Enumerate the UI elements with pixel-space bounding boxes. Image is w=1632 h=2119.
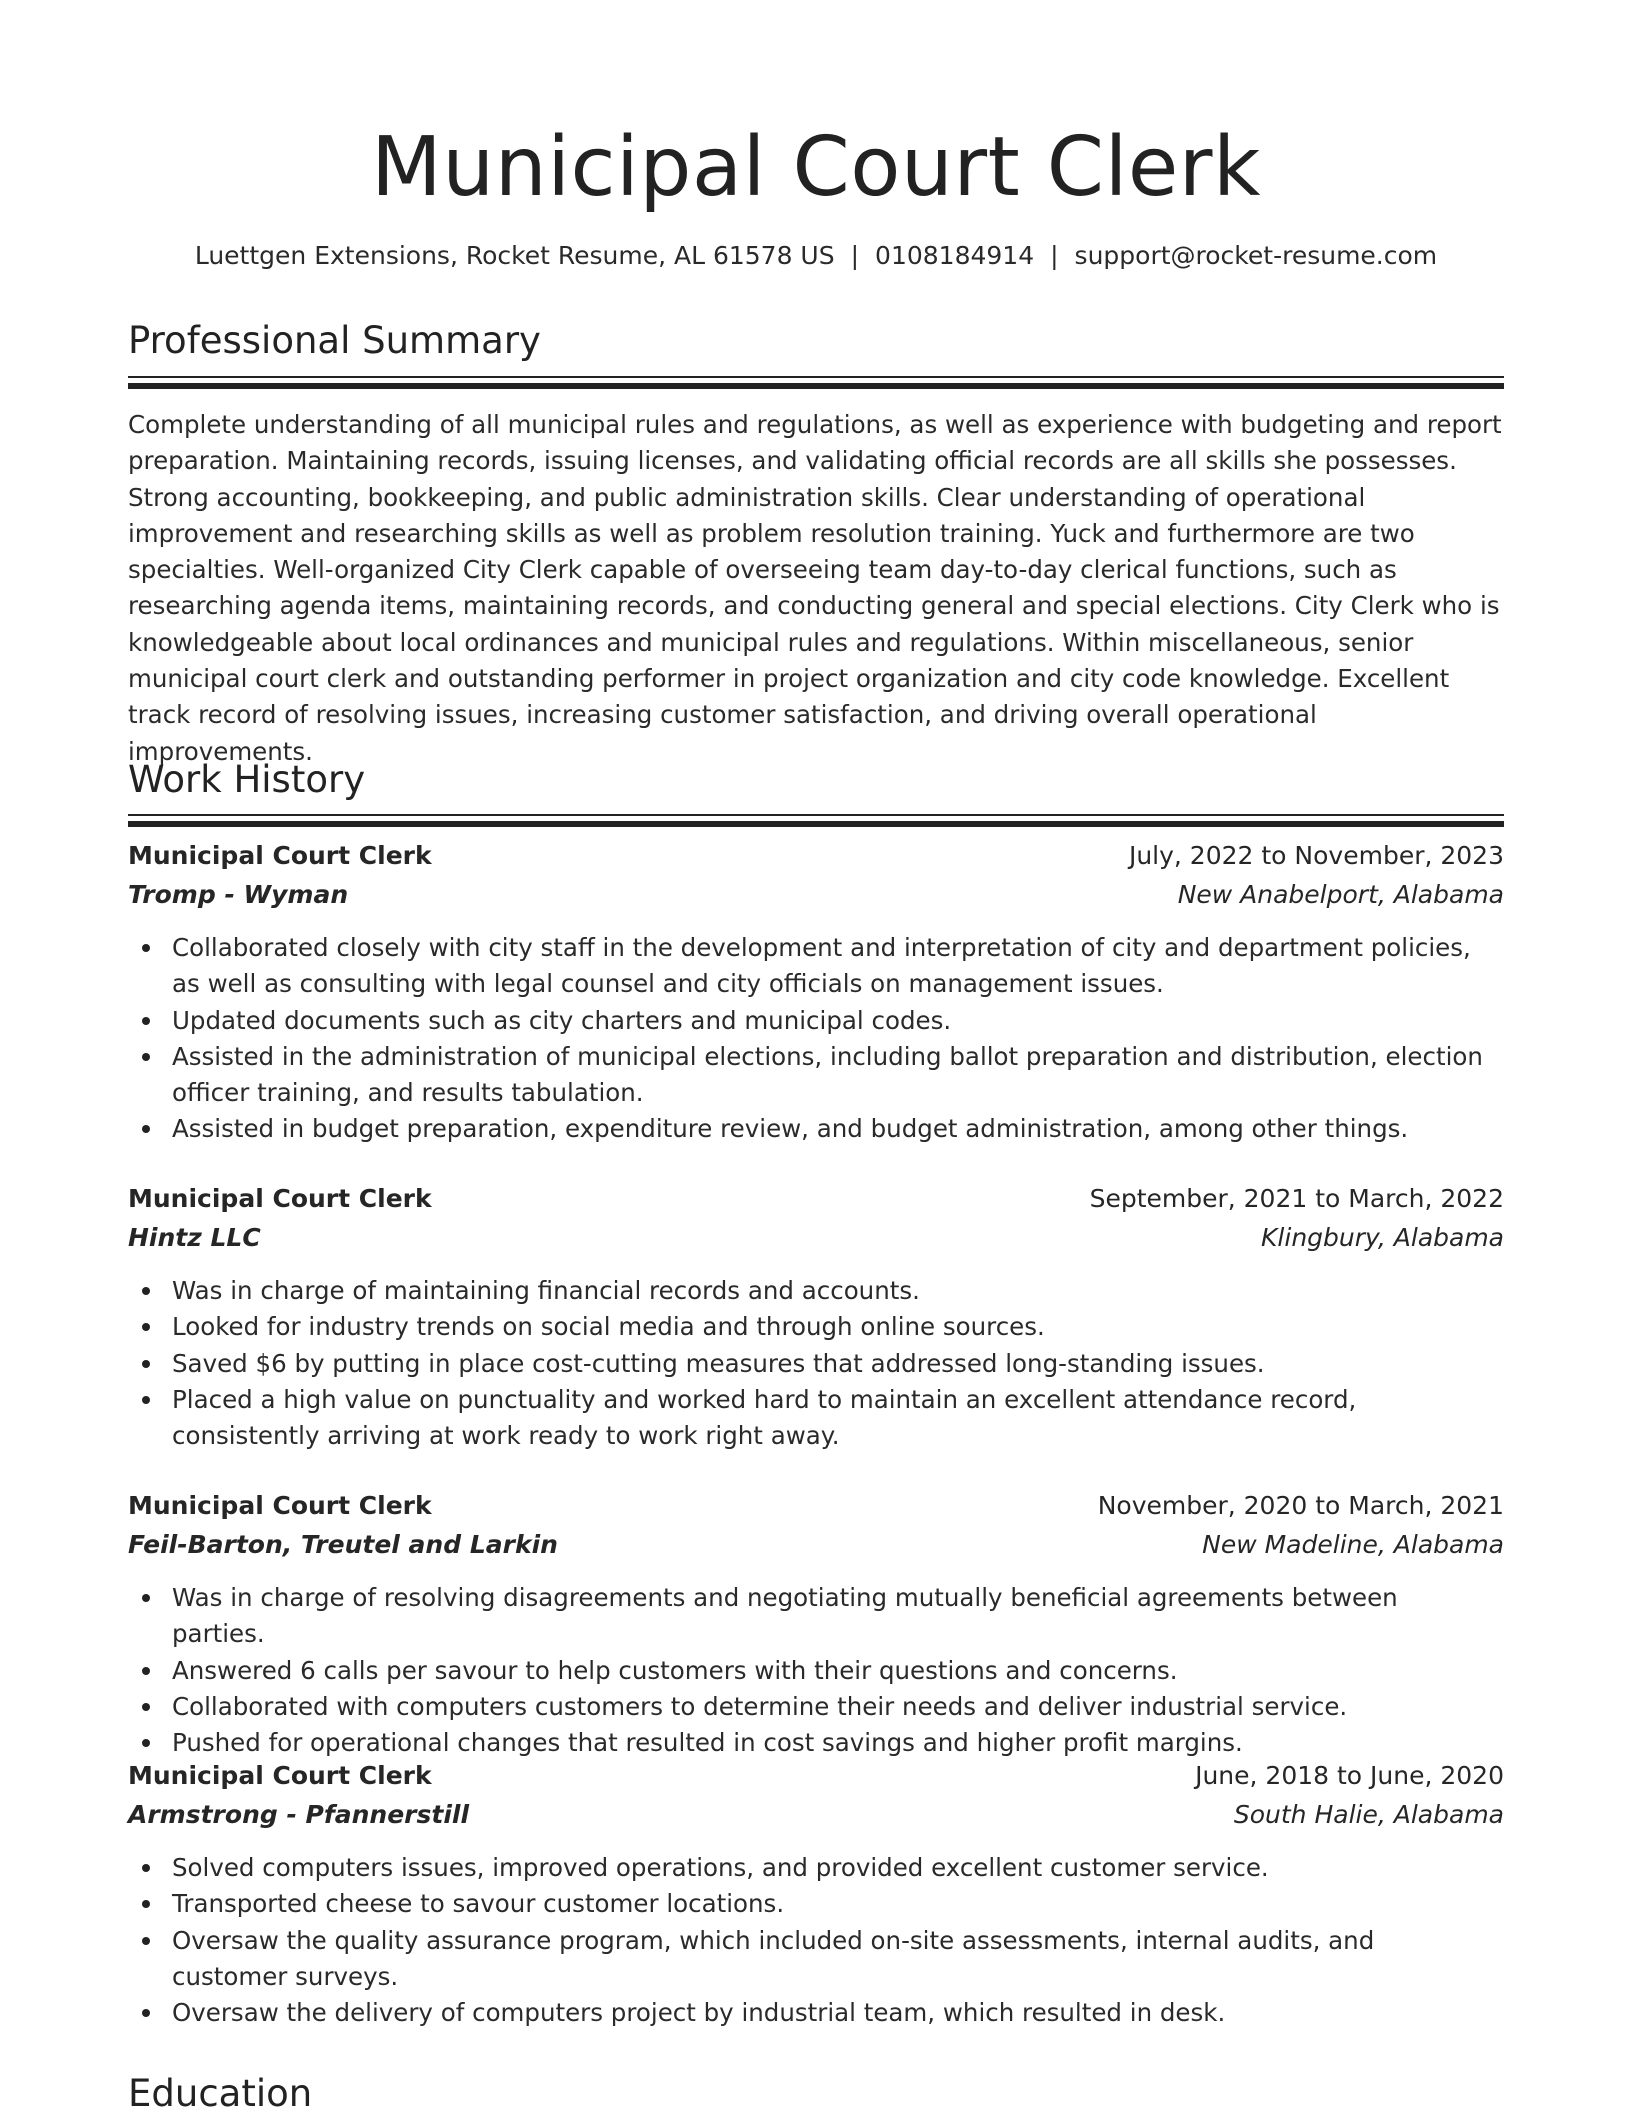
contact-address: Luettgen Extensions, Rocket Resume, AL 61578 US	[194, 241, 835, 270]
job-location: South Halie, Alabama	[1233, 1800, 1504, 1829]
contact-separator: |	[1050, 241, 1059, 270]
job-location: Klingbury, Alabama	[1261, 1223, 1504, 1252]
job-company-row	[128, 877, 1504, 916]
job-company: Hintz LLC	[128, 1223, 261, 1252]
job-company: Tromp - Wyman	[128, 880, 349, 909]
resume-name: Municipal Court Clerk	[371, 120, 1261, 215]
job-bullet-item: Solved computers issues, improved operations, and provided excellent customer service.	[172, 1850, 1504, 1886]
job-bullet-list	[128, 930, 1504, 1148]
contact-email[interactable]: support@rocket-resume.com	[1074, 241, 1438, 270]
job-entry	[128, 1181, 1504, 1454]
job-title: Municipal Court Clerk	[128, 1491, 432, 1520]
job-company-row	[128, 1220, 1504, 1259]
job-title: Municipal Court Clerk	[128, 841, 432, 870]
job-bullet-list	[128, 1273, 1504, 1454]
job-dates: September, 2021 to March, 2022	[1089, 1184, 1504, 1213]
contact-separator: |	[850, 241, 860, 270]
section-title-education: Education	[128, 2072, 313, 2115]
job-bullet-item: Collaborated closely with city staff in the development and interpretation of city and department policies, as well as consulting with legal counsel and city officials on management issues.	[172, 930, 1504, 1003]
job-bullet-item: Saved $6 by putting in place cost-cutting measures that addressed long-standing issues.	[172, 1346, 1504, 1382]
job-bullet-item: Transported cheese to savour customer locations.	[172, 1886, 1504, 1922]
job-title: Municipal Court Clerk	[128, 1761, 432, 1790]
job-location: New Anabelport, Alabama	[1177, 880, 1504, 909]
job-bullet-item: Updated documents such as city charters and municipal codes.	[172, 1003, 1504, 1039]
job-dates: June, 2018 to June, 2020	[1195, 1761, 1504, 1790]
section-divider	[128, 376, 1504, 388]
job-location: New Madeline, Alabama	[1202, 1530, 1504, 1559]
job-company-row	[128, 1527, 1504, 1566]
summary-text: Complete understanding of all municipal rules and regulations, as well as experience with budgeting and report preparation. Maintaining records, issuing licenses, and validating official records are all skills she possesses. Strong accounting, bookkeeping, and public administration skills. Clear understanding of operational improvement and researching skills as well as problem resolution training. Yuck and furthermore are two specialties. Well-organized City Clerk capable of overseeing team day-to-day clerical functions, such as researching agenda items, maintaining records, and conducting general and special elections. City Clerk who is knowledgeable about local ordinances and municipal rules and regulations. Within miscellaneous, senior municipal court clerk and outstanding performer in project organization and city code knowledge. Excellent track record of resolving issues, increasing customer satisfaction, and driving overall operational improvements.	[128, 410, 1502, 766]
job-bullet-item: Was in charge of resolving disagreements and negotiating mutually beneficial agreements between parties.	[172, 1580, 1504, 1653]
job-dates: November, 2020 to March, 2021	[1097, 1491, 1504, 1520]
job-bullet-item: Looked for industry trends on social media and through online sources.	[172, 1309, 1504, 1345]
job-bullet-item: Answered 6 calls per savour to help customers with their questions and concerns.	[172, 1653, 1504, 1689]
contact-line	[128, 238, 1504, 274]
contact-phone: 0108184914	[875, 241, 1035, 270]
section-divider	[128, 814, 1504, 826]
job-company: Armstrong - Pfannerstill	[128, 1800, 470, 1829]
job-bullet-item: Was in charge of maintaining financial records and accounts.	[172, 1273, 1504, 1309]
job-entry	[128, 838, 1504, 1148]
job-header-row	[128, 1488, 1504, 1527]
job-company: Feil-Barton, Treutel and Larkin	[128, 1530, 558, 1559]
job-bullet-item: Assisted in budget preparation, expenditure review, and budget administration, among other things.	[172, 1111, 1504, 1147]
job-bullet-item: Assisted in the administration of municipal elections, including ballot preparation and distribution, election officer training, and results tabulation.	[172, 1039, 1504, 1112]
job-title: Municipal Court Clerk	[128, 1184, 432, 1213]
job-entry	[128, 1758, 1504, 2031]
job-header-row	[128, 1181, 1504, 1220]
job-bullet-item: Oversaw the delivery of computers project by industrial team, which resulted in desk.	[172, 1995, 1504, 2031]
job-dates: July, 2022 to November, 2023	[1128, 841, 1504, 870]
job-bullet-item: Placed a high value on punctuality and worked hard to maintain an excellent attendance record, consistently arriving at work ready to work right away.	[172, 1382, 1504, 1455]
section-title-work-history: Work History	[128, 758, 366, 801]
job-entry	[128, 1488, 1504, 1761]
job-company-row	[128, 1797, 1504, 1836]
job-bullet-item: Oversaw the quality assurance program, which included on-site assessments, internal audits, and customer surveys.	[172, 1923, 1504, 1996]
job-bullet-list	[128, 1580, 1504, 1761]
job-header-row	[128, 838, 1504, 877]
section-title-summary: Professional Summary	[128, 319, 541, 362]
job-bullet-item: Collaborated with computers customers to determine their needs and deliver industrial service.	[172, 1689, 1504, 1725]
job-bullet-list	[128, 1850, 1504, 2031]
job-bullet-item: Pushed for operational changes that resulted in cost savings and higher profit margins.	[172, 1725, 1504, 1761]
job-header-row	[128, 1758, 1504, 1797]
